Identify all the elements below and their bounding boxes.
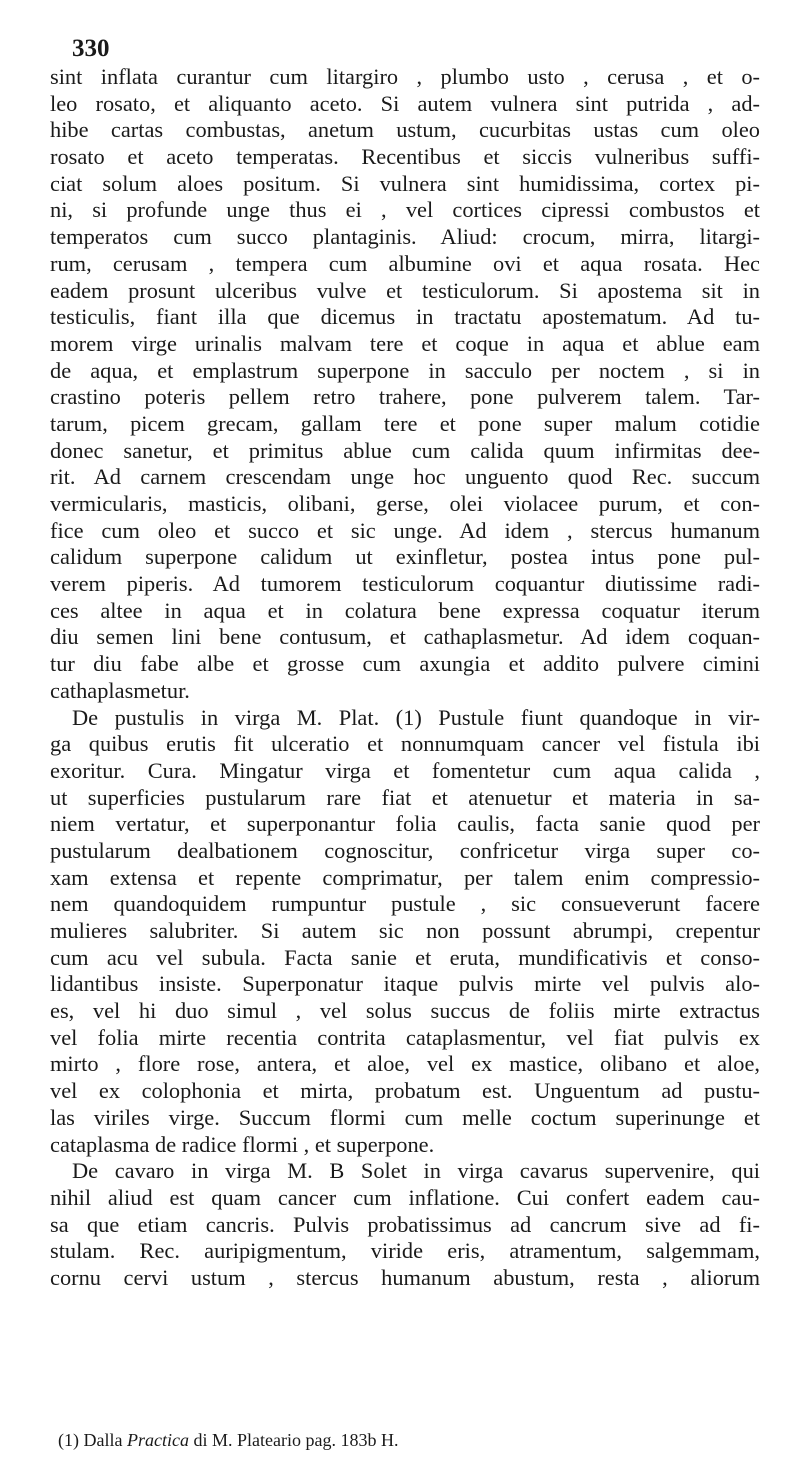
- text-line: leo rosato, et aliquanto aceto. Si autem vulnera sint putrida , ad-: [50, 90, 760, 116]
- footnote-prefix: Dalla: [83, 1430, 123, 1450]
- text-line: cornu cervi ustum , stercus humanum abustum, resta , aliorum: [50, 1264, 760, 1290]
- text-line: tarum, picem grecam, gallam tere et pone super malum cotidie: [50, 410, 760, 436]
- text-line: cum acu vel subula. Facta sanie et eruta, mundificativis et conso-: [50, 944, 760, 970]
- text-line: rum, cerusam , tempera cum albumine ovi et aqua rosata. Hec: [50, 250, 760, 276]
- text-line: sa que etiam cancris. Pulvis probatissimus ad cancrum sive ad fi-: [50, 1211, 760, 1237]
- text-line: cathaplasmetur.: [50, 677, 190, 703]
- text-line: ces altee in aqua et in colatura bene expressa coquatur iterum: [50, 597, 760, 623]
- text-line: hibe cartas combustas, anetum ustum, cucurbitas ustas cum oleo: [50, 117, 760, 143]
- text-line: exoritur. Cura. Mingatur virga et fomentetur cum aqua calida ,: [50, 757, 760, 783]
- text-line: tur diu fabe albe et grosse cum axungia et addito pulvere cimini: [50, 651, 760, 677]
- text-line: lidantibus insiste. Superponatur itaque pulvis mirte vel pulvis alo-: [50, 971, 760, 997]
- text-line: ut superficies pustularum rare fiat et atenuetur et materia in sa-: [50, 784, 760, 810]
- text-line: rosato et aceto temperatas. Recentibus et siccis vulneribus suffi-: [50, 144, 760, 170]
- text-line: sint inflata curantur cum litargiro , plumbo usto , cerusa , et o-: [50, 64, 760, 89]
- text-line: mirto , flore rose, antera, et aloe, vel ex mastice, olibano et aloe,: [50, 1051, 760, 1077]
- text-line: las viriles virge. Succum flormi cum melle coctum superinunge et: [50, 1104, 760, 1130]
- footnote-marker: (1): [58, 1430, 79, 1450]
- text-line: vel folia mirte recentia contrita cataplasmentur, vel fiat pulvis ex: [50, 1024, 760, 1050]
- text-line: rit. Ad carnem crescendam unge hoc unguento quod Rec. succum: [50, 464, 760, 490]
- text-line: testiculis, fiant illa que dicemus in tractatu apostematum. Ad tu-: [50, 304, 760, 330]
- text-line: temperatos cum succo plantaginis. Aliud: crocum, mirra, litargi-: [50, 224, 760, 250]
- text-line: es, vel hi duo simul , vel solus succus de foliis mirte extractus: [50, 998, 760, 1024]
- text-line: eadem prosunt ulceribus vulve et testiculorum. Si apostema sit in: [50, 277, 760, 303]
- footnote: [58, 1430, 398, 1451]
- text-line: xam extensa et repente comprimatur, per talem enim compressio-: [50, 864, 760, 890]
- text-line: crastino poteris pellem retro trahere, pone pulverem talem. Tar-: [50, 384, 760, 410]
- text-line: vel ex colophonia et mirta, probatum est. Unguentum ad pustu-: [50, 1078, 760, 1104]
- text-line: donec sanetur, et primitus ablue cum calida quum infirmitas dee-: [50, 437, 760, 463]
- text-line: de aqua, et emplastrum superpone in sacculo per noctem , si in: [50, 357, 760, 383]
- text-line: De cavaro in virga M. B Solet in virga cavarus supervenire, qui: [72, 1158, 760, 1184]
- body-text: [50, 64, 760, 1292]
- text-line: nihil aliud est quam cancer cum inflatione. Cui confert eadem cau-: [50, 1184, 760, 1210]
- text-line: mulieres salubriter. Si autem sic non possunt abrumpi, crepentur: [50, 918, 760, 943]
- text-line: niem vertatur, et superponantur folia caulis, facta sanie quod per: [50, 811, 760, 837]
- text-line: ga quibus erutis fit ulceratio et nonnumquam cancer vel fistula ibi: [50, 731, 760, 757]
- text-line: De pustulis in virga M. Plat. (1) Pustule fiunt quandoque in vir-: [72, 704, 760, 730]
- text-line: vermicularis, masticis, olibani, gerse, olei violacee purum, et con-: [50, 491, 760, 516]
- page-number: 330: [72, 35, 110, 62]
- text-line: fice cum oleo et succo et sic unge. Ad idem , stercus humanum: [50, 517, 760, 543]
- text-line: ciat solum aloes positum. Si vulnera sint humidissima, cortex pi-: [50, 170, 760, 196]
- text-line: verem piperis. Ad tumorem testiculorum coquantur diutissime radi-: [50, 571, 760, 597]
- text-line: cataplasma de radice flormi , et superpone.: [50, 1131, 435, 1157]
- text-line: nem quandoquidem rumpuntur pustule , sic consueverunt facere: [50, 891, 760, 917]
- text-line: morem virge urinalis malvam tere et coque in aqua et ablue eam: [50, 330, 760, 356]
- text-line: stulam. Rec. auripigmentum, viride eris, atramentum, salgemmam,: [50, 1238, 760, 1264]
- text-line: pustularum dealbationem cognoscitur, confricetur virga super co-: [50, 837, 760, 863]
- footnote-suffix: di M. Plateario pag. 183b H.: [193, 1430, 399, 1450]
- text-line: calidum superpone calidum ut exinfletur, postea intus pone pul-: [50, 544, 760, 570]
- text-line: diu semen lini bene contusum, et cathaplasmetur. Ad idem coquan-: [50, 624, 760, 650]
- footnote-italic: Practica: [126, 1430, 189, 1450]
- text-line: ni, si profunde unge thus ei , vel cortices cipressi combustos et: [50, 197, 760, 223]
